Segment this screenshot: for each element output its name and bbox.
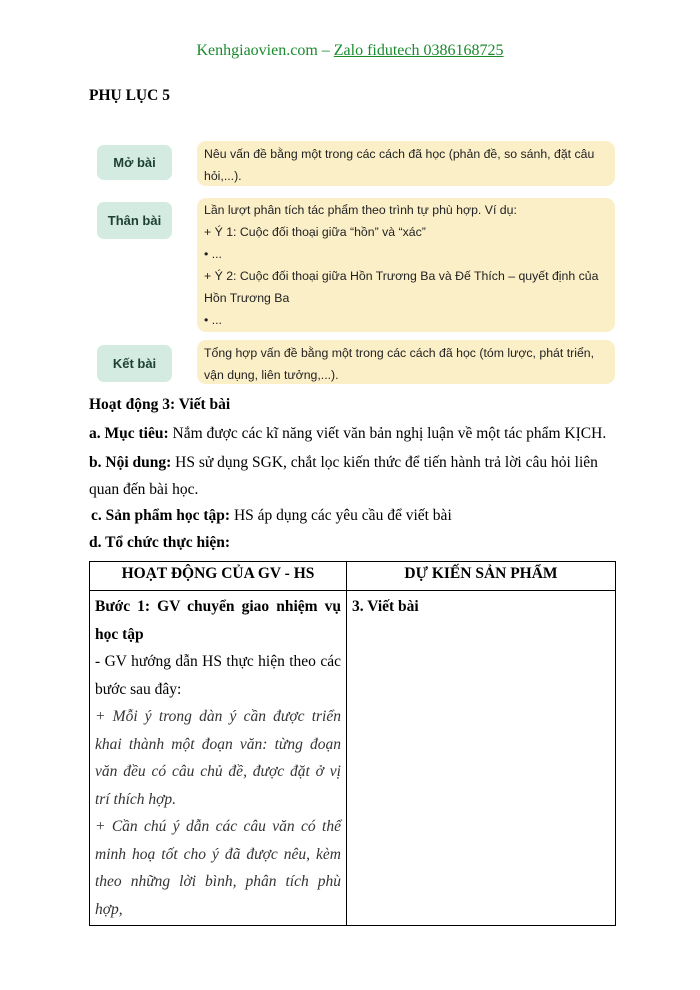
product-heading: 3. Viết bài — [352, 598, 419, 615]
activity-table — [89, 561, 616, 926]
product-label: c. Sản phẩm học tập: — [91, 507, 231, 524]
teacher-activity-cell — [90, 591, 347, 926]
mo-bai-label: Mở bài — [97, 145, 172, 180]
zalo-link[interactable]: Zalo fidutech 0386168725 — [333, 42, 504, 59]
col2-header: DỰ KIẾN SẢN PHẨM — [347, 562, 616, 591]
than-bai-line: + Ý 1: Cuộc đối thoại giữa “hồn” và “xác” — [204, 225, 426, 239]
than-bai-line: Hồn Trương Ba — [204, 291, 290, 305]
than-bai-line: • ... — [204, 313, 222, 327]
product-text: HS áp dụng các yêu cầu để viết bài — [230, 507, 452, 524]
content-label: b. Nội dung: — [89, 454, 172, 471]
page-header — [0, 42, 700, 60]
guide-text: - GV hướng dẫn HS thực hiện theo các bước sau đây: — [95, 653, 341, 698]
bullet-1: + Mỗi ý trong dàn ý cần được triển khai thành một đoạn văn: từng đoạn văn đều có câu chủ đề, được đặt ở vị trí thích hợp. — [95, 708, 341, 808]
than-bai-line: • ... — [204, 247, 222, 261]
bullet-2: + Cần chú ý dẫn các câu văn có thể minh hoạ tốt cho ý đã được nêu, kèm theo những lời bình, phân tích phù hợp, — [95, 818, 341, 918]
product — [91, 507, 452, 525]
objective-text: Nắm được các kĩ năng viết văn bản nghị luận về một tác phẩm KỊCH. — [168, 425, 607, 442]
activity-heading: Hoạt động 3: Viết bài — [89, 396, 231, 413]
content-text: HS sử dụng SGK, chắt lọc kiến thức để tiến hành trả lời câu hỏi liên quan đến bài học. — [89, 454, 598, 498]
col1-header: HOẠT ĐỘNG CỦA GV - HS — [90, 562, 347, 591]
ket-bai-box — [197, 340, 615, 384]
than-bai-label: Thân bài — [97, 202, 172, 239]
mo-bai-box — [197, 141, 615, 186]
page-title: PHỤ LỤC 5 — [89, 87, 170, 104]
than-bai-box — [197, 198, 615, 332]
than-bai-line: + Ý 2: Cuộc đối thoại giữa Hồn Trương Ba và Đế Thích – quyết định của — [204, 269, 599, 283]
than-bai-line: Lần lượt phân tích tác phẩm theo trình tự phù hợp. Ví dụ: — [204, 203, 517, 217]
content — [89, 449, 619, 503]
header-separator: – — [317, 42, 334, 59]
product-cell — [347, 591, 616, 926]
ket-bai-line: vận dụng, liên tưởng,...). — [204, 368, 339, 382]
objective — [89, 425, 606, 443]
mo-bai-line: hỏi,...). — [204, 169, 242, 183]
table-row — [90, 591, 616, 926]
table-header-row — [90, 562, 616, 591]
objective-label: a. Mục tiêu: — [89, 425, 169, 442]
site-link[interactable]: Kenhgiaovien.com — [196, 42, 318, 59]
organization-label: d. Tổ chức thực hiện: — [89, 534, 231, 551]
step-1: Bước 1: GV chuyển giao nhiệm vụ học tập — [95, 598, 341, 643]
mo-bai-line: Nêu vấn đề bằng một trong các cách đã học (phản đề, so sánh, đặt câu — [204, 147, 595, 161]
ket-bai-label: Kết bài — [97, 345, 172, 382]
ket-bai-line: Tổng hợp vấn đề bằng một trong các cách đã học (tóm lược, phát triển, — [204, 346, 595, 360]
